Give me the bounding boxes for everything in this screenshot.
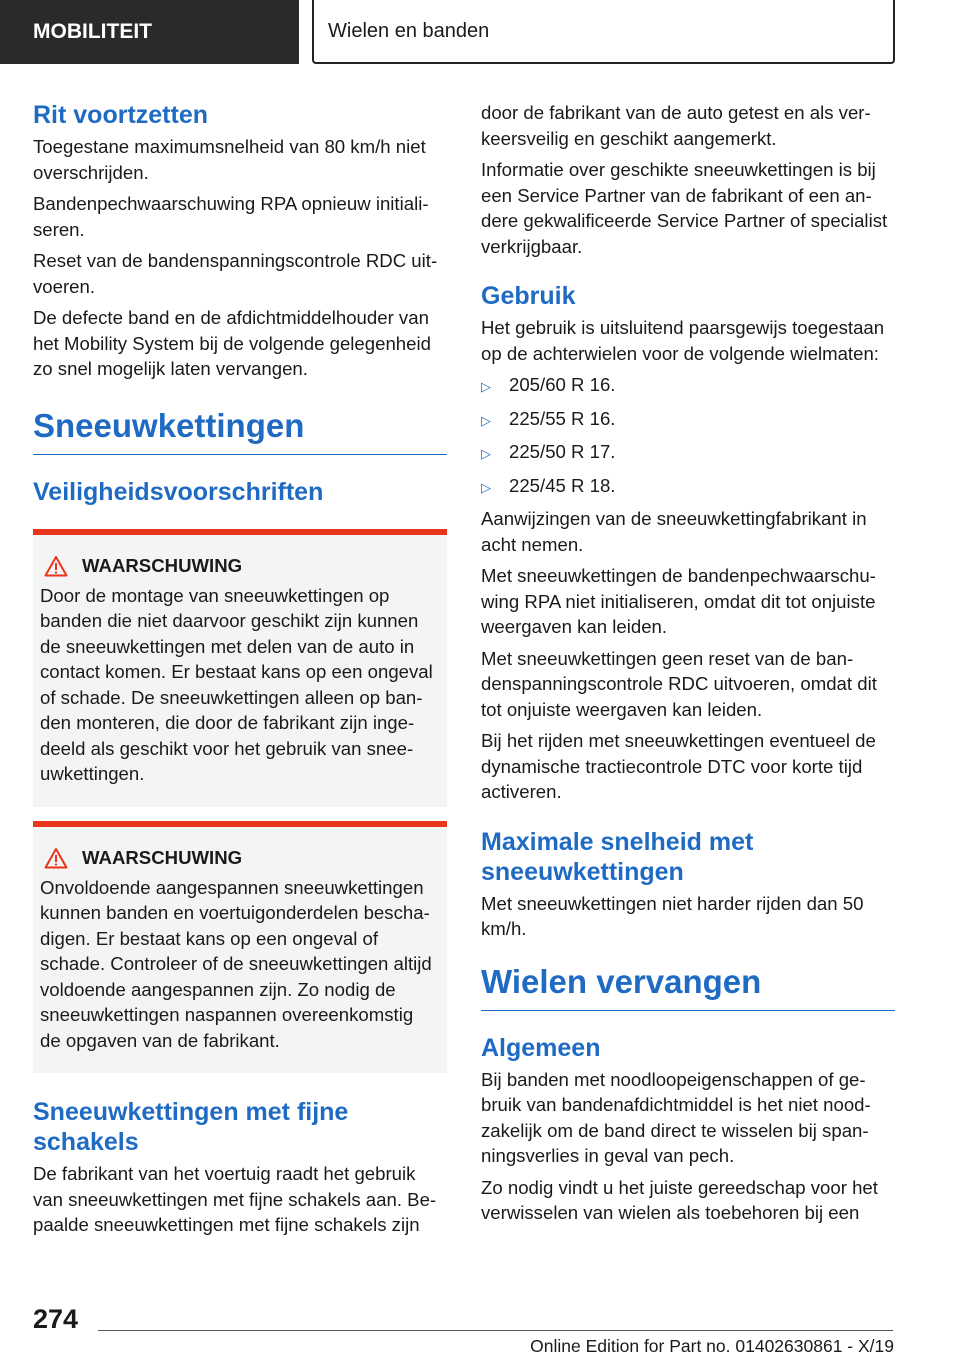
- paragraph: Bij banden met noodloopeigenschappen of gebruik van bandenafdichtmiddel is het niet noodzakelijk om de band direct te wisselen bij spanningsverlies in geval van pech.: [481, 1068, 871, 1166]
- heading-snow-chains: Sneeuwkettingen: [33, 406, 447, 455]
- heading-continue: Rit voortzetten: [33, 101, 208, 129]
- bullet-triangle-icon: ▷: [481, 379, 491, 394]
- warning-text: Onvoldoende aangespannen sneeuwkettingen kunnen banden en voertuigonderdelen beschadigen. Er bestaat kans op een ongeval of schade. Controleer of de sneeuwkettingen altijd voldoende aangespannen zijn. Zo nodig de sneeuwkettingen naspannen overeenkomstig de opgaven van de fabrikant.: [40, 876, 432, 1051]
- page-number: 274: [33, 1304, 79, 1334]
- warning-title: WAARSCHUWING: [40, 555, 437, 577]
- wheel-size-list: [481, 372, 895, 500]
- paragraph: Met sneeuwkettingen niet harder rijden dan 50 km/h.: [481, 892, 864, 939]
- heading-max-speed: Maximale snelheid met sneeuwkettingen: [481, 827, 754, 886]
- paragraph: Aanwijzingen van de sneeuwkettingfabrikant in acht nemen.: [481, 508, 867, 555]
- paragraph: Zo nodig vindt u het juiste gereedschap voor het verwisselen van wielen als toebehoren bij een: [481, 1176, 878, 1223]
- list-item: ▷ 225/50 R 17.: [481, 439, 895, 467]
- heading-general: Algemeen: [481, 1033, 601, 1062]
- warning-title: WAARSCHUWING: [40, 847, 437, 869]
- paragraph: Bandenpechwaarschuwing RPA opnieuw initialiseren.: [33, 193, 429, 240]
- heading-safety: Veiligheidsvoorschriften: [33, 477, 324, 506]
- paragraph: Bij het rijden met sneeuwkettingen eventueel de dynamische tractiecontrole DTC voor korte tijd activeren.: [481, 730, 876, 802]
- heading-fine-chains: Sneeuwkettingen met fijne schakels: [33, 1098, 349, 1156]
- list-item: ▷ 225/55 R 16.: [481, 406, 895, 434]
- paragraph: De defecte band en de afdichtmiddelhouder van het Mobility System bij de volgende gelegenheid zo snel mogelijk laten vervangen.: [33, 307, 431, 379]
- warning-text: Door de montage van sneeuwkettingen op banden die niet daarvoor geschikt zijn kunnen de sneeuwkettingen met delen van de auto in contact komen. Er bestaat kans op een ongeval of schade. De sneeuwkettingen alleen op banden monteren, die door de fabrikant zijn ingedeeld als geschikt voor het gebruik van sneeuwkettingen.: [40, 584, 433, 784]
- right-column: [481, 100, 895, 1232]
- chapter-label: Wielen en banden: [328, 19, 490, 42]
- warning-box: [33, 529, 447, 807]
- warning-triangle-icon: [44, 847, 68, 869]
- bullet-triangle-icon: ▷: [481, 412, 491, 428]
- footer-divider: [98, 1330, 893, 1331]
- warning-box: [33, 821, 447, 1074]
- section-label: MOBILITEIT: [33, 20, 152, 43]
- list-item: ▷ 225/45 R 18.: [481, 473, 895, 501]
- bullet-triangle-icon: ▷: [481, 479, 491, 495]
- paragraph: Informatie over geschikte sneeuwkettingen is bij een Service Partner van de fabrikant of een andere gekwalificeerde Service Partner of specialist verkrijgbaar.: [481, 159, 888, 257]
- footer-edition: Online Edition for Part no. 01402630861 - X/19: [530, 1336, 894, 1356]
- paragraph: Met sneeuwkettingen geen reset van de bandenspanningscontrole RDC uitvoeren, omdat dit tot onjuiste weergaven kan leiden.: [481, 647, 877, 720]
- paragraph: Reset van de bandenspanningscontrole RDC uitvoeren.: [33, 250, 438, 297]
- left-column: [33, 100, 447, 1244]
- heading-use: Gebruik: [481, 282, 576, 310]
- paragraph: Het gebruik is uitsluitend paarsgewijs toegestaan op de achterwielen voor de volgende wielmaten:: [481, 317, 885, 364]
- paragraph: De fabrikant van het voertuig raadt het gebruik van sneeuwkettingen met fijne schakels aan. Bepaalde sneeuwkettingen met fijne schakels zijn: [33, 1163, 437, 1235]
- paragraph: Met sneeuwkettingen de bandenpechwaarschuwing RPA niet initialiseren, omdat dit tot onjuiste weergaven kan leiden.: [481, 565, 876, 637]
- paragraph: door de fabrikant van de auto getest en als verkeersveilig en geschikt aangemerkt.: [481, 102, 871, 149]
- chapter-tab: [312, 0, 895, 64]
- list-item: ▷ 205/60 R 16.: [481, 372, 895, 400]
- bullet-triangle-icon: ▷: [481, 446, 491, 461]
- heading-wheel-change: Wielen vervangen: [481, 962, 895, 1011]
- warning-triangle-icon: [44, 555, 68, 577]
- paragraph: Toegestane maximumsnelheid van 80 km/h niet overschrijden.: [33, 136, 426, 183]
- section-tab: [0, 0, 299, 64]
